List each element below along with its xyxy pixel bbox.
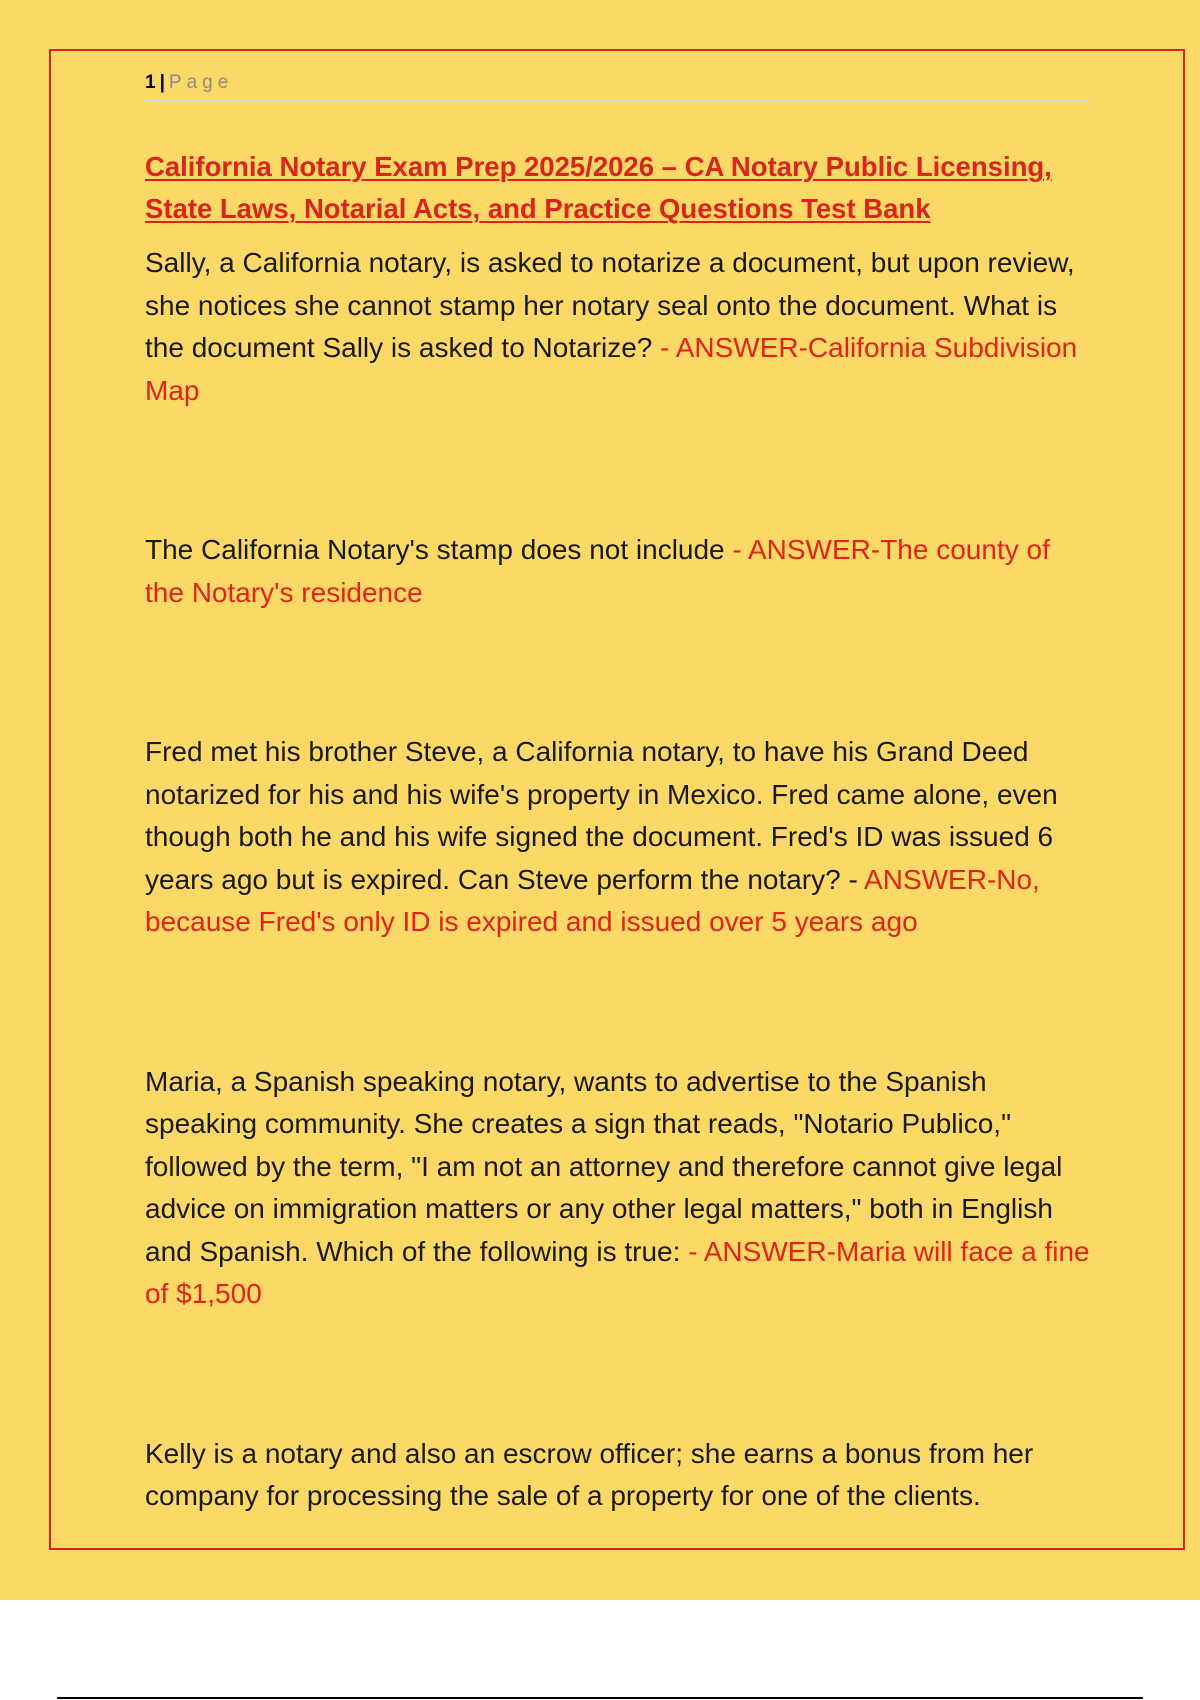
page-header [145,72,1090,102]
question-text: Fred met his brother Steve, a California notary, to have his Grand Deed notarized for his and his wife's property in Mexico. Fred came alone, even though both he and his wife signed the document. Fred's ID was issued 6 years ago but is expired. Can Steve perform the notary? - [145,736,1058,895]
question-text: Maria, a Spanish speaking notary, wants to advertise to the Spanish speaking community. She creates a sign that reads, "Notario Publico," followed by the term, "I am not an attorney and therefore cannot give legal advice on immigration matters or any other legal matters," both in English and Spanish. Which of the following is true: [145,1065,1063,1267]
qa-item [145,529,1090,614]
answer-text: - ANSWER-Maria will face a fine of $1,500 [145,1235,1090,1309]
question-text: Sally, a California notary, is asked to notarize a document, but upon review, she notices she cannot stamp her notary seal onto the document. What is the document Sally is asked to Notarize? [145,247,1075,363]
page-label: Page [168,72,234,93]
question-text: Kelly is a notary and also an escrow officer; she earns a bonus from her company for processing the sale of a property for one of the clients. [145,1437,1034,1511]
page-separator: | [159,72,165,93]
page-number: 1 [145,72,156,93]
answer-text: - ANSWER-California Subdivision Map [145,332,1078,406]
question-text: The California Notary's stamp does not include [145,534,733,565]
document-content [145,146,1090,1518]
qa-item [145,731,1090,944]
next-page-divider [57,1697,1143,1699]
qa-item [145,1433,1090,1518]
document-title: California Notary Exam Prep 2025/2026 – CA Notary Public Licensing, State Laws, Notarial Acts, and Practice Questions Test Bank [145,151,1052,224]
qa-item [145,242,1090,412]
qa-item [145,1061,1090,1316]
answer-text: - ANSWER-The county of the Notary's residence [145,534,1050,608]
answer-text: ANSWER-No, because Fred's only ID is expired and issued over 5 years ago [145,863,1040,937]
